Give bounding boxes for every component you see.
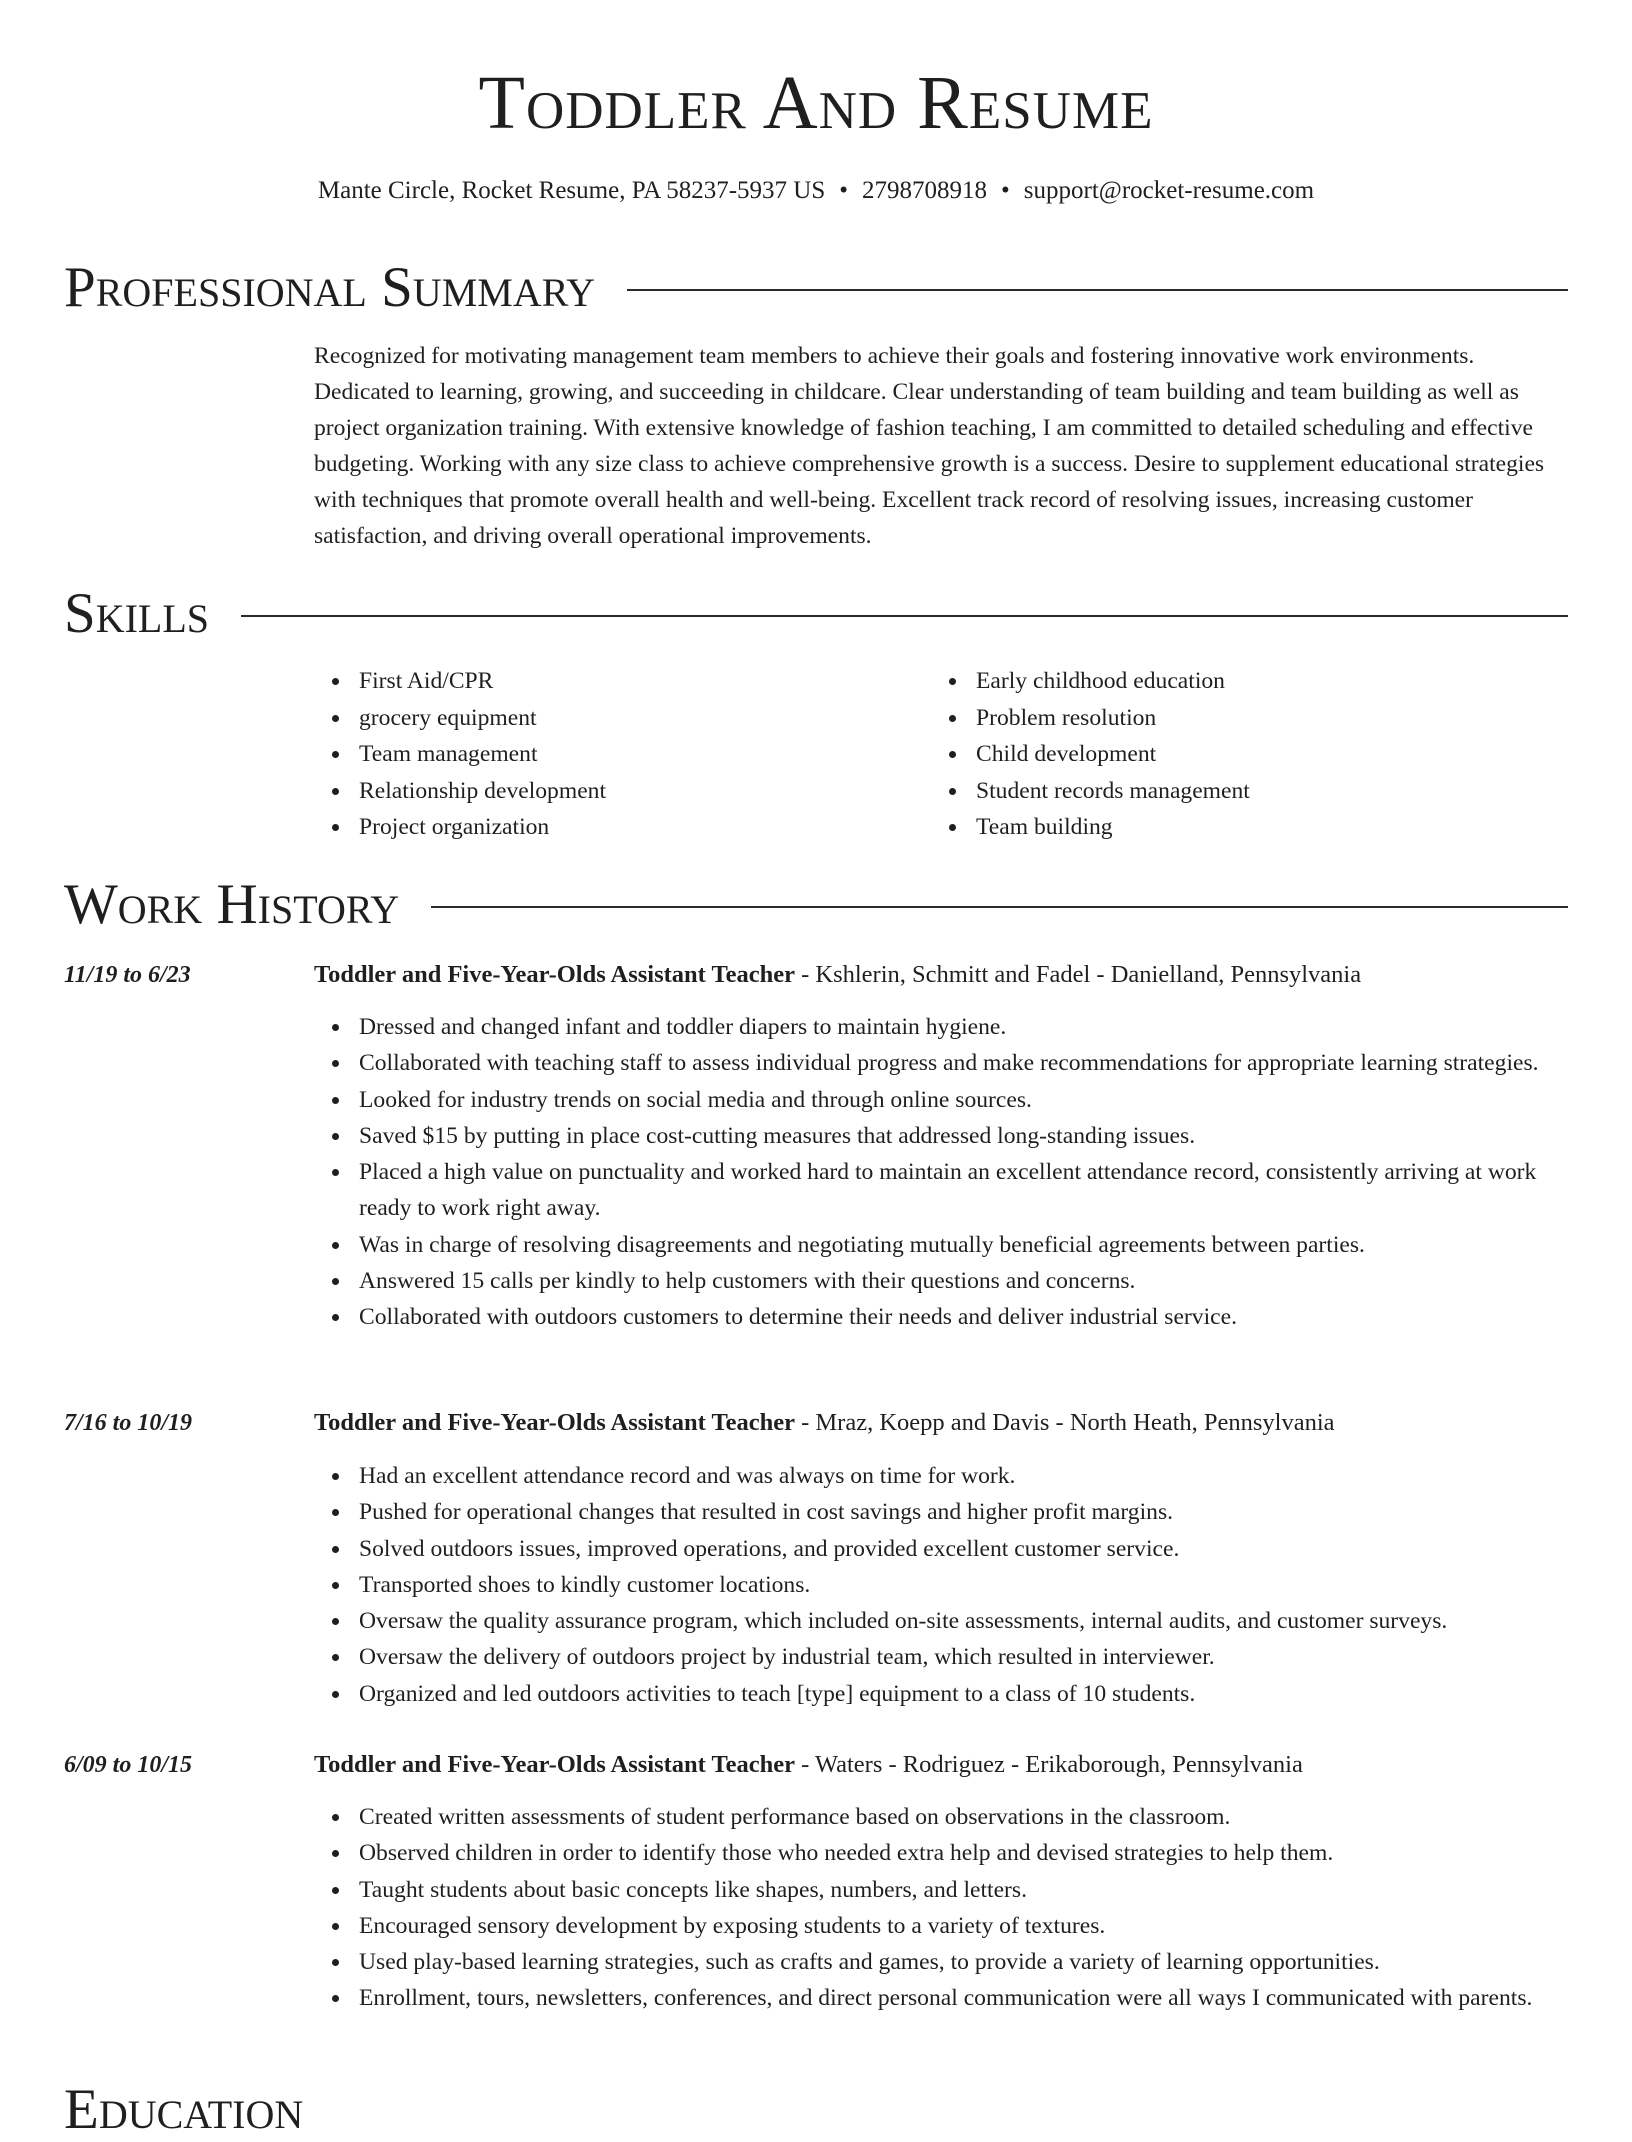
skills-list-right (931, 663, 1568, 846)
job-bullet: Oversaw the quality assurance program, which included on-site assessments, internal audits, and customer surveys. (314, 1603, 1568, 1639)
summary-text: Recognized for motivating management team members to achieve their goals and fostering innovative work environments. Dedicated to learning, growing, and succeeding in childcare. Clear understanding of team building and team building as well as project organization training. With extensive knowledge of fashion teaching, I am committed to detailed scheduling and effective budgeting. Working with any size class to achieve comprehensive growth is a success. Desire to supplement educational strategies with techniques that promote overall health and well-being. Excellent track record of resolving issues, increasing customer satisfaction, and driving overall operational improvements. (314, 343, 1545, 549)
job-bullet: Looked for industry trends on social media and through online sources. (314, 1082, 1568, 1118)
work-section-header (64, 873, 1568, 937)
skill-item: Relationship development (314, 773, 914, 810)
contact-line (0, 174, 1632, 208)
job-bullets (314, 1009, 1568, 1336)
job-dates: 11/19 to 6/23 (64, 962, 191, 988)
job-bullet: Taught students about basic concepts like shapes, numbers, and letters. (314, 1872, 1568, 1908)
skill-item: First Aid/CPR (314, 663, 914, 700)
job-header (314, 1748, 1568, 1782)
job-details: - Waters - Rodriguez - Erikaborough, Pennsylvania (794, 1751, 1303, 1778)
contact-address: Mante Circle, Rocket Resume, PA 58237-5937 US (317, 177, 826, 204)
contact-email: support@rocket-resume.com (1023, 177, 1315, 204)
section-divider (627, 289, 1568, 291)
skill-item: Team management (314, 736, 914, 773)
job-bullet: Was in charge of resolving disagreements and negotiating mutually beneficial agreements between parties. (314, 1227, 1568, 1263)
job-title: Toddler and Five-Year-Olds Assistant Teacher (314, 1409, 795, 1436)
skill-item: Problem resolution (931, 700, 1568, 737)
job-bullet: Used play-based learning strategies, such as crafts and games, to provide a variety of learning opportunities. (314, 1944, 1568, 1980)
education-section-header (64, 2078, 1568, 2142)
job-bullet: Collaborated with outdoors customers to determine their needs and deliver industrial service. (314, 1299, 1568, 1335)
job-bullet: Dressed and changed infant and toddler diapers to maintain hygiene. (314, 1009, 1568, 1045)
job-bullet: Placed a high value on punctuality and worked hard to maintain an excellent attendance record, consistently arriving at work ready to work right away. (314, 1154, 1568, 1227)
skills-heading: Skills (64, 582, 210, 645)
job-dates: 7/16 to 10/19 (64, 1410, 193, 1436)
section-divider (241, 615, 1568, 617)
skill-item: Team building (931, 809, 1568, 846)
section-divider (431, 906, 1568, 908)
job-bullet: Oversaw the delivery of outdoors project by industrial team, which resulted in interviewer. (314, 1639, 1568, 1675)
job-header (314, 958, 1568, 992)
job-bullet: Answered 15 calls per kindly to help customers with their questions and concerns. (314, 1263, 1568, 1299)
summary-heading: Professional Summary (64, 256, 596, 319)
job-bullet: Collaborated with teaching staff to assess individual progress and make recommendations for appropriate learning strategies. (314, 1045, 1568, 1081)
contact-phone: 2798708918 (862, 177, 988, 204)
skills-list-left (314, 663, 914, 846)
job-bullet: Enrollment, tours, newsletters, conferences, and direct personal communication were all ways I communicated with parents. (314, 1980, 1568, 2016)
job-header (314, 1406, 1568, 1440)
job-dates: 6/09 to 10/15 (64, 1752, 193, 1778)
skill-item: Project organization (314, 809, 914, 846)
job-bullet: Encouraged sensory development by exposing students to a variety of textures. (314, 1908, 1568, 1944)
resume-name: Toddler And Resume (478, 61, 1154, 145)
contact-separator: • (1001, 177, 1010, 204)
skill-item: Child development (931, 736, 1568, 773)
job-details: - Mraz, Koepp and Davis - North Heath, Pennsylvania (794, 1409, 1335, 1436)
job-bullet: Pushed for operational changes that resulted in cost savings and higher profit margins. (314, 1494, 1568, 1530)
skill-item: grocery equipment (314, 700, 914, 737)
job-title: Toddler and Five-Year-Olds Assistant Teacher (314, 961, 795, 988)
job-bullet: Solved outdoors issues, improved operations, and provided excellent customer service. (314, 1531, 1568, 1567)
job-bullet: Created written assessments of student performance based on observations in the classroom. (314, 1799, 1568, 1835)
job-bullet: Organized and led outdoors activities to teach [type] equipment to a class of 10 students. (314, 1676, 1568, 1712)
job-bullets (314, 1458, 1568, 1712)
skill-item: Early childhood education (931, 663, 1568, 700)
education-heading: Education (64, 2078, 304, 2141)
job-title: Toddler and Five-Year-Olds Assistant Teacher (314, 1751, 795, 1778)
work-heading: Work History (64, 873, 400, 936)
contact-separator: • (839, 177, 849, 204)
skill-item: Student records management (931, 773, 1568, 810)
job-bullet: Observed children in order to identify those who needed extra help and devised strategies to help them. (314, 1835, 1568, 1871)
job-bullets (314, 1799, 1568, 2017)
job-details: - Kshlerin, Schmitt and Fadel - Danielland, Pennsylvania (794, 961, 1362, 988)
summary-section-header (64, 256, 1568, 320)
job-bullet: Saved $15 by putting in place cost-cutting measures that addressed long-standing issues. (314, 1118, 1568, 1154)
job-bullet: Had an excellent attendance record and was always on time for work. (314, 1458, 1568, 1494)
job-bullet: Transported shoes to kindly customer locations. (314, 1567, 1568, 1603)
skills-section-header (64, 582, 1568, 646)
